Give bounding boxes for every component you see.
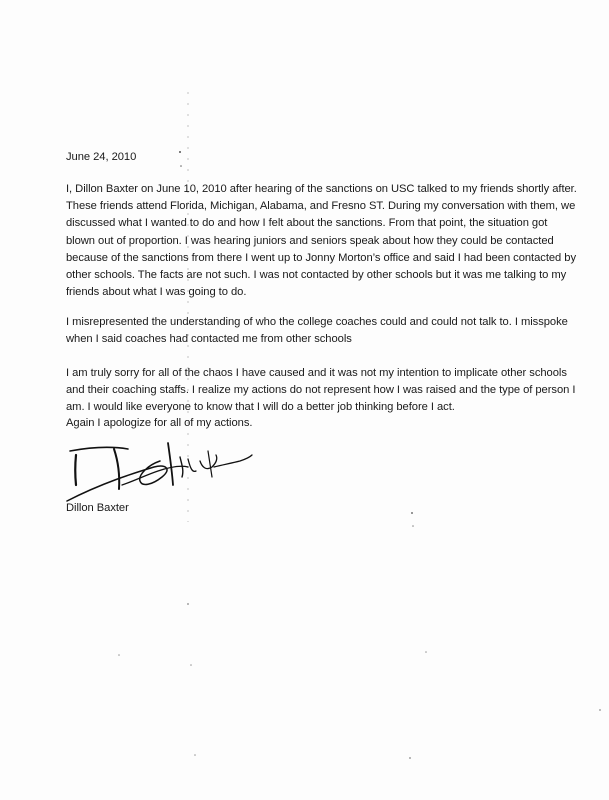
paragraph-line: blown out of proportion. I was hearing juniors and seniors speak about how they could be contacted: [66, 234, 554, 247]
paragraph-line: These friends attend Florida, Michigan, Alabama, and Fresno ST. During my conversation with them, we: [66, 200, 576, 213]
paragraph-line: I misrepresented the understanding of who the college coaches could and could not talk to. I misspoke: [66, 316, 568, 328]
signature-name: Dillon Baxter: [66, 502, 129, 514]
paragraph-line: am. I would like everyone to know that I will do a better job thinking before I act.: [66, 401, 455, 414]
paragraph-misrepresentation: [66, 314, 568, 348]
paragraph-line: other schools. The facts are not such. I was not contacted by other schools but it was me talking to my: [66, 269, 567, 282]
paragraph-apology: [66, 365, 575, 417]
handwritten-signature: [62, 437, 257, 503]
paragraph-line: discussed what I wanted to do and how I felt about the sanctions. From that point, the situation got: [66, 217, 548, 230]
letter-date: June 24, 2010: [66, 151, 137, 163]
paragraph-line: when I said coaches had contacted me from other schools: [66, 333, 352, 346]
paragraph-line: because of the sanctions from there I went up to Jonny Morton’s office and said I had been contacted by: [66, 251, 577, 264]
paragraph-line: and their coaching staffs. I realize my actions do not represent how I was raised and the type of person I: [66, 384, 576, 397]
paragraph-line: I, Dillon Baxter on June 10, 2010 after hearing of the sanctions on USC talked to my friends shortly after.: [66, 183, 577, 195]
closing-line: Again I apologize for all of my actions.: [66, 417, 253, 429]
paragraph-explanation: [66, 181, 577, 301]
paragraph-line: I am truly sorry for all of the chaos I have caused and it was not my intention to implicate other schools: [66, 367, 567, 379]
paragraph-line: friends about what I was going to do.: [66, 286, 247, 299]
